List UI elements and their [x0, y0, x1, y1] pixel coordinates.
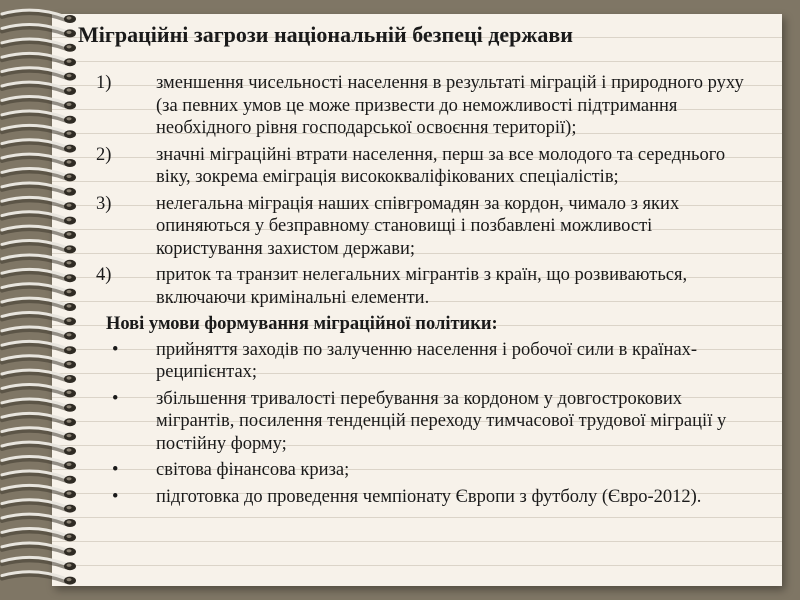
numbered-item-3	[60, 193, 750, 261]
bullet-text: збільшення тривалості перебування за кордоном у довгострокових мігрантів, посилення тенденцій переходу тимчасової трудової міграції у постійну форму;	[156, 388, 727, 454]
item-marker: 4)	[96, 265, 112, 285]
spiral-ring	[2, 53, 76, 66]
slide-title: Міграційні загрози національній безпеці держави	[78, 22, 573, 47]
bullet-marker: •	[112, 388, 119, 409]
bullet-item-4	[60, 486, 750, 509]
spiral-ring	[2, 25, 76, 38]
spiral-ring	[2, 543, 76, 556]
bullet-item-3	[60, 459, 750, 482]
item-text: зменшення чисельності населення в результаті міграцій і природного руху (за певних умов це може призвести до неможливості підтримання необхідного рівня господарської освоєння території);	[156, 73, 744, 138]
spiral-ring	[2, 557, 76, 570]
item-marker: 1)	[96, 73, 112, 93]
item-text: значні міграційні втрати населення, перш за все молодого та середнього віку, зокрема еміграція висококваліфікованих спеціалістів;	[156, 144, 726, 187]
numbered-item-1	[60, 72, 750, 140]
item-marker: 3)	[96, 193, 112, 214]
spiral-ring	[2, 10, 76, 23]
numbered-item-2	[60, 144, 750, 189]
spiral-ring	[2, 514, 76, 527]
bullet-text: підготовка до проведення чемпіонату Європи з футболу (Євро-2012).	[156, 486, 702, 507]
numbered-item-4	[60, 264, 750, 309]
spiral-ring	[2, 572, 76, 585]
bullet-text: світова фінансова криза;	[156, 460, 350, 480]
spiral-ring	[2, 529, 76, 542]
slide-content	[60, 72, 750, 512]
item-marker: 2)	[96, 144, 112, 165]
bullet-marker: •	[112, 339, 119, 360]
bullet-item-2	[60, 388, 750, 456]
item-text: нелегальна міграція наших співгромадян за кордон, чимало з яких опиняються у безправному становищі і позбавлені можливості користування захистом держави;	[156, 193, 680, 259]
bullet-text: прийняття заходів по залученню населення і робочої сили в країнах-реципієнтах;	[156, 339, 698, 382]
item-text: приток та транзит нелегальних мігрантів з країн, що розвиваються, включаючи кримінальні елементи.	[156, 265, 688, 308]
spiral-ring	[2, 39, 76, 52]
bullet-marker: •	[112, 460, 119, 480]
section-subheading: Нові умови формування міграційної політики:	[106, 314, 498, 334]
bullet-item-1	[60, 339, 750, 384]
bullet-marker: •	[112, 486, 119, 507]
